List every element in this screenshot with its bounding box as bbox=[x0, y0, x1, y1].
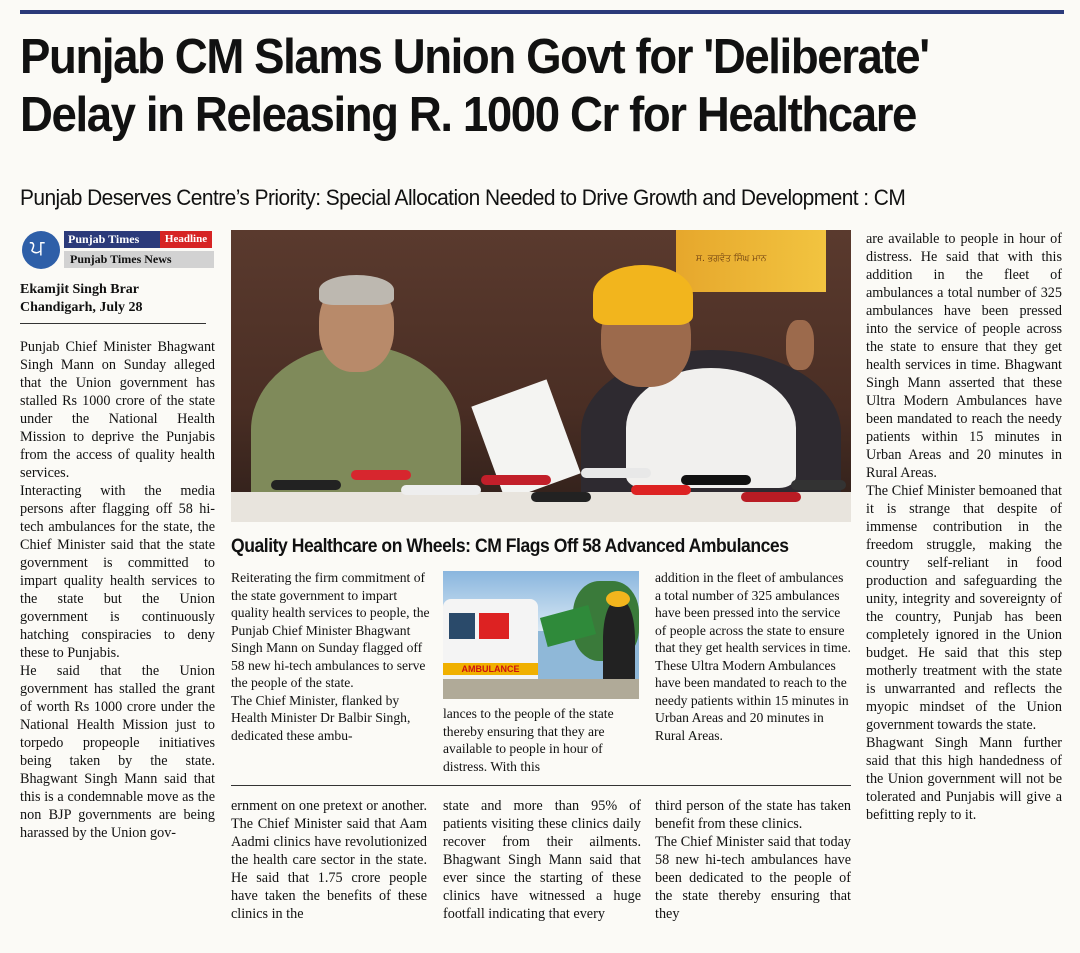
logo-news: Punjab Times News bbox=[64, 251, 214, 268]
paragraph: ernment on one pretext or another. The Chief Minister said that Aam Aadmi clinics have revolutionized the health care sector in the state. He said that 1.75 crore people have taken the benefits of these clinics in the bbox=[231, 798, 427, 922]
paragraph: The Chief Minister, flanked by Health Minister Dr Balbir Singh, dedicated these ambu- bbox=[231, 692, 411, 743]
person-left-hair bbox=[319, 275, 394, 305]
microphone bbox=[741, 492, 801, 502]
microphone bbox=[631, 485, 691, 495]
bottom-column-1 bbox=[231, 797, 427, 923]
subheadline: Punjab Deserves Centre’s Priority: Special Allocation Needed to Drive Growth and Development : CM bbox=[20, 185, 906, 210]
press-conference-photo bbox=[231, 230, 851, 522]
paragraph: Punjab Chief Minister Bhagwant Singh Mann on Sunday alleged that the Union government has stalled Rs 1000 crore of the state under the National Health Mission to deprive the Punjabis from the access of quality health services. bbox=[20, 339, 215, 481]
logo-tag: Headline bbox=[160, 231, 212, 248]
top-rule bbox=[20, 10, 1064, 14]
microphone bbox=[791, 480, 846, 490]
box-bottom-rule bbox=[231, 785, 851, 786]
microphone bbox=[681, 475, 751, 485]
headline-line-2: Delay in Releasing R. 1000 Cr for Healthcare bbox=[20, 88, 916, 142]
article-column-right bbox=[866, 230, 1062, 824]
box-column-1 bbox=[231, 569, 431, 744]
box-headline: Quality Healthcare on Wheels: CM Flags Off 58 Advanced Ambulances bbox=[231, 535, 789, 557]
byline-dateline: Chandigarh, July 28 bbox=[20, 300, 143, 315]
ambulance-photo bbox=[443, 571, 639, 699]
paragraph: The Chief Minister bemoaned that it is strange that despite of immense contribution in the freedom struggle, making the country self-reliant in food production and safeguarding the unity, integrity and sovereignty of the country, Punjab has been completely ignored in the Union budget. He said that this step motherly treatment with the state is unwarranted and reflects the myopic mindset of the Union government towards the state. bbox=[866, 483, 1062, 733]
microphone bbox=[401, 485, 481, 495]
ground bbox=[443, 679, 639, 699]
raised-hand bbox=[786, 320, 814, 370]
publication-logo bbox=[20, 229, 212, 271]
turban bbox=[606, 591, 630, 607]
byline-author: Ekamjit Singh Brar bbox=[20, 282, 140, 297]
paragraph: lances to the people of the state thereby ensuring that they are available to people in hour of distress. With this bbox=[443, 706, 614, 774]
ambulance-label: AMBULANCE bbox=[443, 663, 538, 675]
paragraph: Interacting with the media persons after flagging off 58 hi-tech ambulances for the state, the Chief Minister said that the state government is committed to impart quality health services to the state but the Union government is continuously hatching conspiracies to deny these to Punjabis. bbox=[20, 483, 215, 661]
microphone bbox=[531, 492, 591, 502]
article-column-1 bbox=[20, 338, 215, 842]
headline bbox=[20, 28, 991, 144]
paragraph: He said that the Union government has stalled the grant of worth Rs 1000 crore under the National Health Mission just to torpedo propeople initiatives being taken by the state. Bhagwant Singh Mann said that this is a condemnable move as the non BJP governments are being harassed by the Union gov- bbox=[20, 663, 215, 841]
microphone bbox=[581, 468, 651, 478]
logo-brand: Punjab Times bbox=[64, 231, 160, 248]
paragraph: Bhagwant Singh Mann further said that this high handedness of the Union government will not be tolerated and Punjabis will give a befitting reply to it. bbox=[866, 735, 1062, 823]
byline bbox=[20, 281, 143, 317]
turban bbox=[593, 265, 693, 325]
paragraph: third person of the state has taken benefit from these clinics. bbox=[655, 798, 851, 832]
bottom-column-3 bbox=[655, 797, 851, 923]
headline-line-1: Punjab CM Slams Union Govt for 'Deliberate' bbox=[20, 30, 929, 84]
ambulance-window bbox=[479, 613, 509, 639]
paragraph: are available to people in hour of distress. He said that with this addition in the fleet of ambulances a total number of 325 ambulances have been pressed into the service of people across the state to ensure that they get health services in time. Bhagwant Singh Mann asserted that these Ultra Modern Ambulances have been mandated to reach the needy patients within 15 minutes in Urban Areas and 20 minutes in Rural Areas. bbox=[866, 231, 1062, 481]
microphone bbox=[481, 475, 551, 485]
paragraph: The Chief Minister said that today 58 new hi-tech ambulances have been dedicated to the people of the state thereby ensuring that they bbox=[655, 834, 851, 922]
paragraph: addition in the fleet of ambulances a total number of 325 ambulances have been pressed into the service of people across the state to ensure that they get health services in time. These Ultra Modern Ambulances have been mandated to reach to the needy patients within 15 minutes in Urban Areas and 20 minutes in Rural Areas. bbox=[655, 570, 851, 743]
box-column-3 bbox=[655, 569, 851, 744]
paragraph: state and more than 95% of patients visiting these clinics daily recover from their ailments. Bhagwant Singh Mann said that ever since the starting of these clinics have witnessed a huge footfall indicating that every bbox=[443, 798, 641, 922]
paragraph: Reiterating the firm commitment of the state government to impart quality health services to people, the Punjab Chief Minister Bhagwant Singh Mann on Sunday flagged off 58 new hi-tech ambulances to serve the people of the state. bbox=[231, 570, 430, 690]
microphone bbox=[271, 480, 341, 490]
box-column-2 bbox=[443, 705, 641, 775]
microphone bbox=[351, 470, 411, 480]
bottom-column-2 bbox=[443, 797, 641, 923]
screen-text: ਸ. ਭਗਵੰਤ ਸਿੰਘ ਮਾਨ bbox=[696, 254, 767, 264]
byline-rule bbox=[20, 323, 206, 324]
newspaper-logo-icon: ਪ bbox=[22, 231, 60, 269]
ambulance-window bbox=[449, 613, 475, 639]
photo-backdrop-screen bbox=[676, 230, 826, 292]
